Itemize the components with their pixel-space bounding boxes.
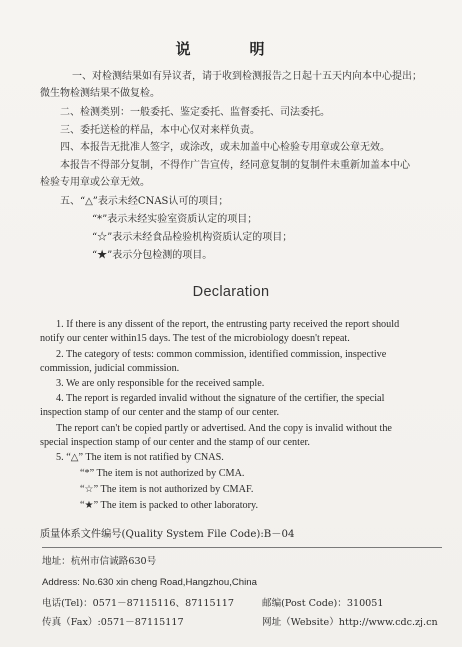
- cn-paragraph-1-line-2: 微生物检测结果不做复检。: [40, 88, 160, 99]
- cn-paragraph-6: 五、“△”表示未经CNAS认可的项目；: [60, 196, 229, 207]
- en-line-3: 2. The category of tests: common commission, identified commission, inspective: [56, 349, 387, 360]
- en-line-1: 1. If there is any dissent of the report, the entrusting party received the report should: [56, 319, 400, 330]
- en-line-4: commission, judicial commission.: [40, 363, 180, 374]
- en-line-2: notify our center within15 days. The test of the microbiology doesn't repeat.: [40, 333, 350, 344]
- cn-paragraph-8: “☆”表示未经食品检验机构资质认定的项目；: [92, 232, 293, 243]
- declaration-title: Declaration: [192, 284, 270, 300]
- footer-divider: [42, 547, 442, 548]
- cn-paragraph-3: 三、委托送检的样品，本中心仅对来样负责。: [60, 125, 260, 136]
- en-line-6: 4. The report is regarded invalid without the signature of the certifier, the special: [56, 393, 385, 404]
- en-line-9: special inspection stamp of our center and the stamp of our center.: [40, 437, 310, 448]
- footer-telephone: 电话(Tel)：0571－87115116、87115117: [42, 598, 234, 609]
- en-line-12: “☆” The item is not authorized by CMAF.: [80, 484, 254, 495]
- en-line-10: 5. “△” The item is not ratified by CNAS.: [56, 452, 224, 463]
- chinese-title: 说 明: [175, 40, 287, 58]
- footer-postcode: 邮编(Post Code)：310051: [262, 598, 384, 609]
- cn-paragraph-5-line-2: 检验专用章或公章无效。: [40, 177, 150, 188]
- cn-paragraph-5-line-1: 本报告不得部分复制，不得作广告宣传，经同意复制的复制件未重新加盖本中心: [60, 160, 410, 171]
- cn-paragraph-4: 四、本报告无批准人签字，或涂改，或未加盖中心检验专用章或公章无效。: [60, 142, 390, 153]
- en-line-11: “*” The item is not authorized by CMA.: [80, 468, 245, 479]
- en-line-13: “★” The item is packed to other laboratory.: [80, 500, 259, 511]
- cn-paragraph-7: “*”表示未经实验室资质认定的项目；: [92, 214, 258, 225]
- quality-system-file-code: 质量体系文件编号(Quality System File Code):B－04: [40, 529, 295, 540]
- en-line-5: 3. We are only responsible for the received sample.: [56, 378, 265, 389]
- footer-address-cn: 地址：杭州市信诚路630号: [42, 556, 157, 567]
- footer-address-en: Address: No.630 xin cheng Road,Hangzhou,China: [42, 577, 257, 588]
- en-line-8: The report can't be copied partly or advertised. And the copy is invalid without the: [56, 423, 392, 434]
- cn-paragraph-9: “★”表示分包检测的项目。: [92, 250, 213, 261]
- footer-website: 网址（Website）http://www.cdc.zj.cn: [262, 617, 438, 628]
- footer-fax: 传真（Fax）:0571－87115117: [42, 617, 184, 628]
- en-line-7: inspection stamp of our center and the stamp of our center.: [40, 407, 280, 418]
- cn-paragraph-1-line-1: 一、对检测结果如有异议者，请于收到检测报告之日起十五天内向本中心提出；: [72, 71, 422, 82]
- cn-paragraph-2: 二、检测类别：一般委托、鉴定委托、监督委托、司法委托。: [60, 107, 330, 118]
